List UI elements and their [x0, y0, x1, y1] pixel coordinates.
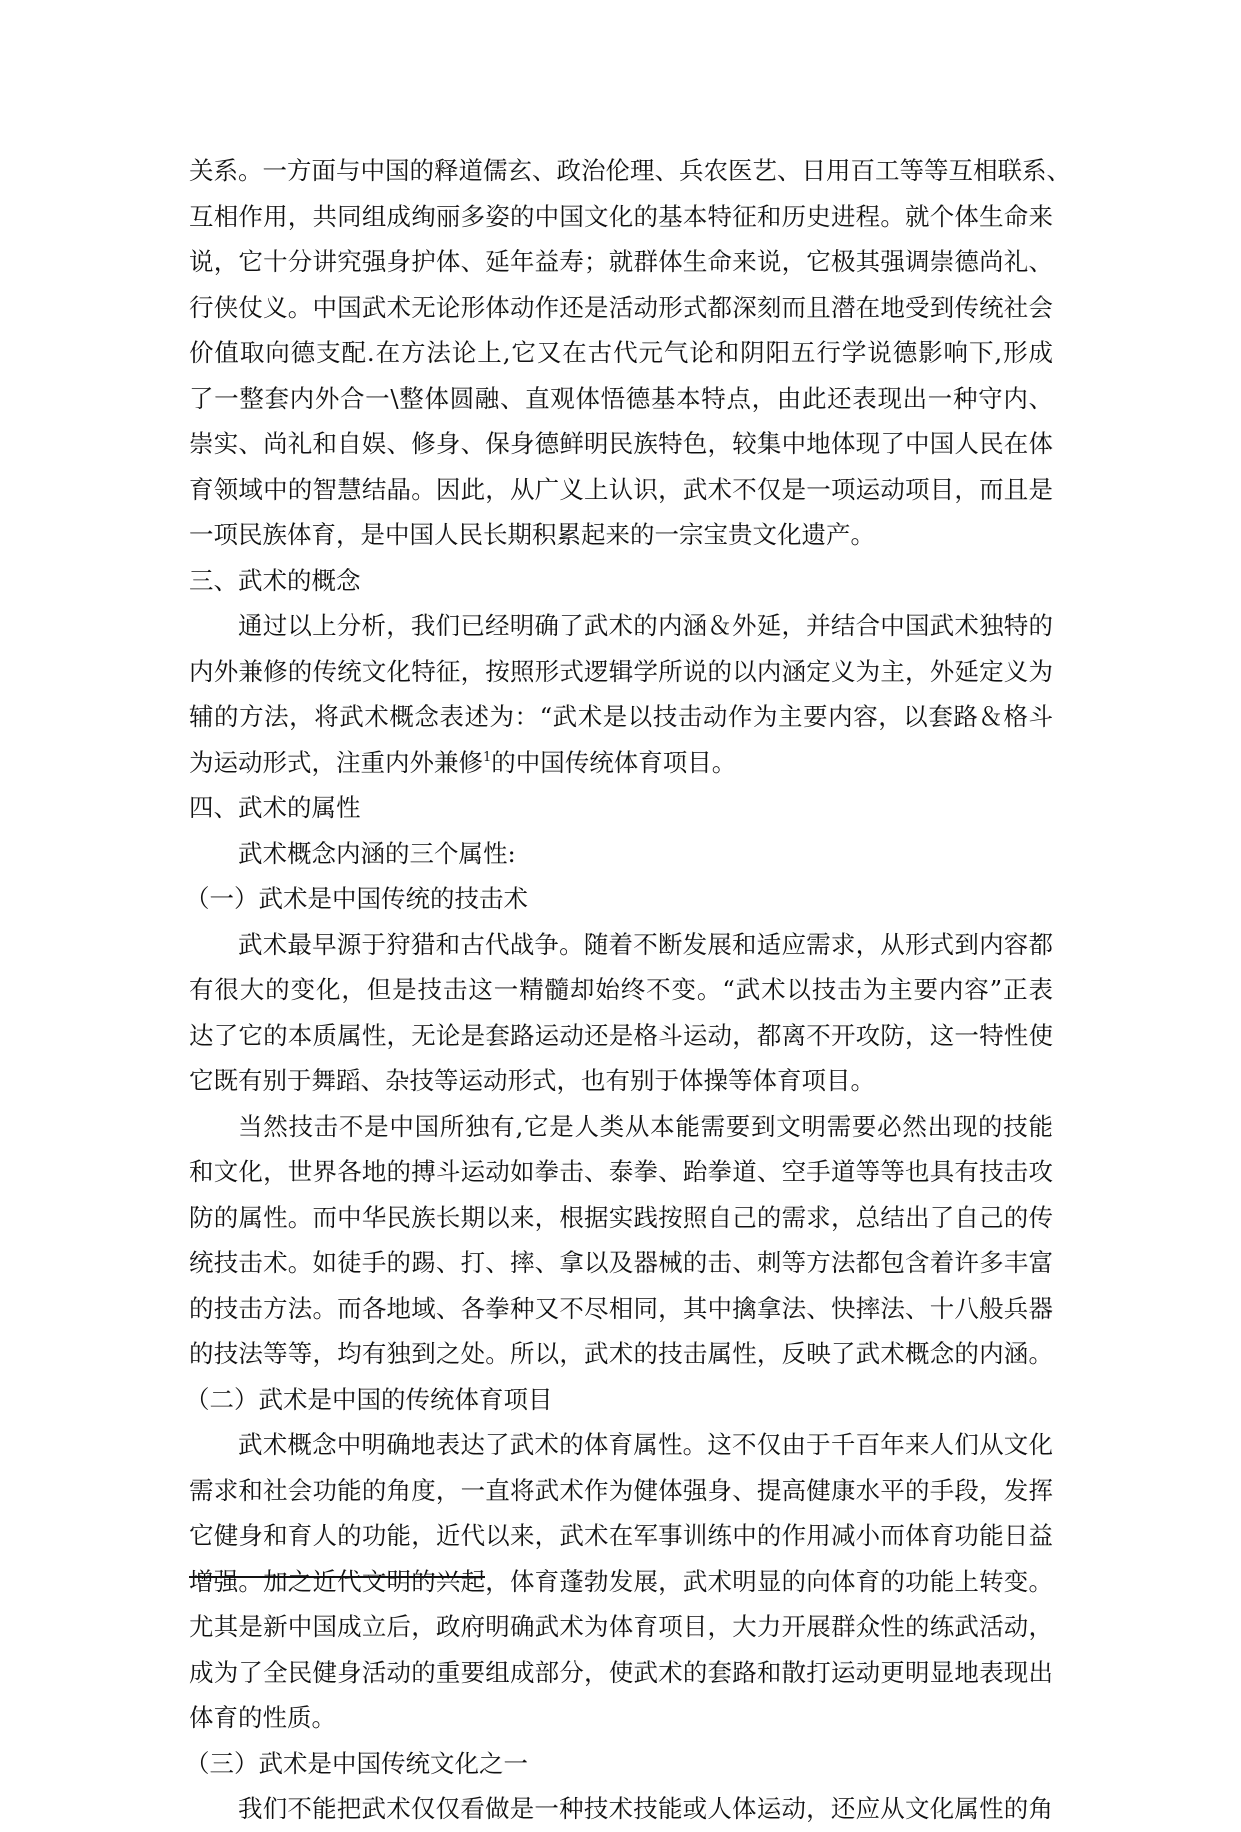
- paragraph-line: 统技击术。如徒手的踢、打、摔、拿以及器械的击、刺等方法都包含着许多丰富: [189, 1248, 1053, 1277]
- paragraph-line: 防的属性。而中华民族长期以来，根据实践按照自己的需求，总结出了自己的传: [189, 1202, 1053, 1232]
- subsection-heading: （三）武术是中国传统文化之一: [185, 1748, 528, 1778]
- paragraph-line: 说，它十分讲究强身护体、延年益寿；就群体生命来说，它极其强调崇德尚礼、: [189, 247, 1053, 276]
- subsection-heading: （一）武术是中国传统的技击术: [185, 884, 528, 913]
- paragraph-line: 武术概念中明确地表达了武术的体育属性。这不仅由于千百年来人们从文化: [238, 1430, 1053, 1459]
- paragraph-line: 内外兼修的传统文化特征，按照形式逻辑学所说的以内涵定义为主，外延定义为: [189, 656, 1053, 686]
- paragraph-line: 武术概念内涵的三个属性:: [238, 838, 516, 868]
- footnote-separator: [189, 1576, 485, 1578]
- paragraph-line: 的技法等等，均有独到之处。所以，武术的技击属性，反映了武术概念的内涵。: [189, 1339, 1053, 1368]
- paragraph-line: 关系。一方面与中国的释道儒玄、政治伦理、兵农医艺、日用百工等等互相联系、: [189, 156, 1071, 185]
- paragraph-line: 它健身和育人的功能，近代以来，武术在军事训练中的作用减小而体育功能日益: [189, 1521, 1053, 1550]
- paragraph-line: 有很大的变化，但是技击这一精髓却始终不变。“武术以技击为主要内容”正表: [189, 975, 1053, 1004]
- paragraph-line: 体育的性质。: [189, 1703, 336, 1732]
- footnote-marker[interactable]: 1: [483, 749, 492, 765]
- body-text: [185, 148, 1071, 1832]
- paragraph-line: 需求和社会功能的角度，一直将武术作为健体强身、提高健康水平的手段，发挥: [189, 1475, 1053, 1505]
- paragraph-line: [189, 740, 1053, 786]
- paragraph-line: 行侠仗义。中国武术无论形体动作还是活动形式都深刻而且潜在地受到传统社会: [189, 292, 1053, 322]
- paragraph-line: 当然技击不是中国所独有,它是人类从本能需要到文明需要必然出现的技能: [238, 1111, 1053, 1141]
- paragraph-line: 和文化，世界各地的搏斗运动如拳击、泰拳、跆拳道、空手道等等也具有技击攻: [189, 1157, 1053, 1186]
- paragraph-line: 育领域中的智慧结晶。因此，从广义上认识，武术不仅是一项运动项目，而且是: [189, 474, 1053, 504]
- paragraph-line: 价值取向德支配.在方法论上,它又在古代元气论和阴阳五行学说德影响下,形成: [189, 338, 1053, 367]
- paragraph-text: 的中国传统体育项目。: [491, 747, 737, 777]
- paragraph-line: 一项民族体育，是中国人民长期积累起来的一宗宝贵文化遗产。: [189, 520, 875, 549]
- section-heading: 四、武术的属性: [189, 793, 361, 822]
- paragraph-line: 它既有别于舞蹈、杂技等运动形式，也有别于体操等体育项目。: [189, 1066, 875, 1095]
- paragraph-text: 为运动形式，注重内外兼修: [189, 747, 483, 777]
- paragraph-line: 尤其是新中国成立后，政府明确武术为体育项目，大力开展群众性的练武活动，: [189, 1612, 1053, 1641]
- paragraph-line: 通过以上分析，我们已经明确了武术的内涵＆外延，并结合中国武术独特的: [238, 611, 1053, 640]
- paragraph-line: 崇实、尚礼和自娱、修身、保身德鲜明民族特色，较集中地体现了中国人民在体: [189, 429, 1053, 458]
- paragraph-line: 成为了全民健身活动的重要组成部分，使武术的套路和散打运动更明显地表现出: [189, 1657, 1053, 1687]
- paragraph-line: 我们不能把武术仅仅看做是一种技术技能或人体运动，还应从文化属性的角: [238, 1794, 1053, 1823]
- paragraph-line: 武术最早源于狩猎和古代战争。随着不断发展和适应需求，从形式到内容都: [238, 929, 1053, 959]
- subsection-heading: （二）武术是中国的传统体育项目: [185, 1384, 553, 1414]
- paragraph-line: 辅的方法，将武术概念表述为：“武术是以技击动作为主要内容，以套路＆格斗: [189, 702, 1053, 731]
- paragraph-line: 了一整套内外合一\整体圆融、直观体悟德基本特点，由此还表现出一种守内、: [189, 383, 1053, 413]
- section-heading: 三、武术的概念: [189, 565, 361, 595]
- paragraph-line: 互相作用，共同组成绚丽多姿的中国文化的基本特征和历史进程。就个体生命来: [189, 201, 1053, 231]
- paragraph-line: 达了它的本质属性，无论是套路运动还是格斗运动，都离不开攻防，这一特性使: [189, 1020, 1053, 1050]
- paragraph-line: 增强。加之近代文明的兴起，体育蓬勃发展，武术明显的向体育的功能上转变。: [189, 1566, 1053, 1596]
- paragraph-line: 的技击方法。而各地域、各拳种又不尽相同，其中擒拿法、快摔法、十八般兵器: [189, 1293, 1053, 1323]
